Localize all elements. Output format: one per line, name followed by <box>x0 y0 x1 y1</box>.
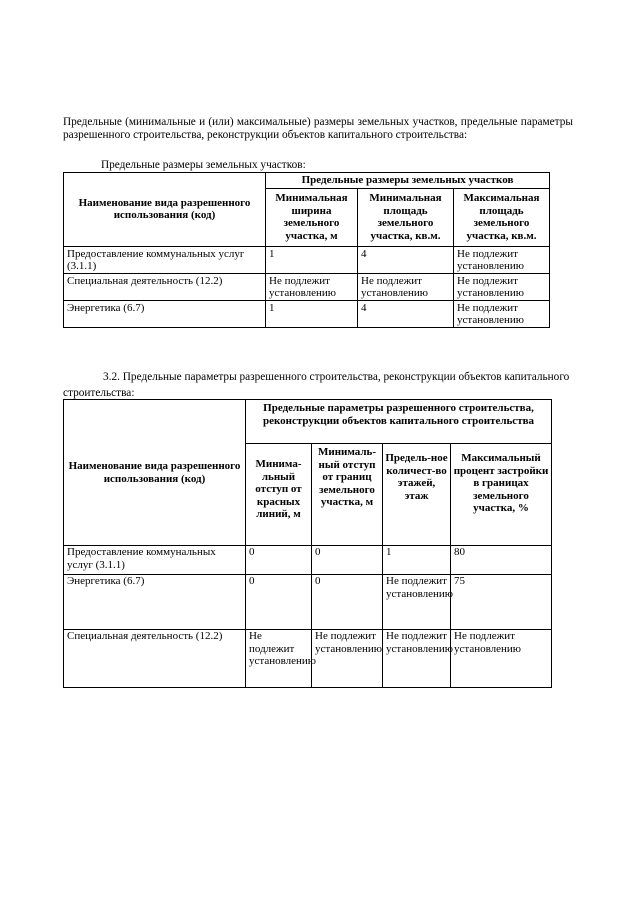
cell-value: 0 <box>312 575 383 630</box>
row-name: Предоставление коммунальных услуг (3.1.1) <box>64 246 266 273</box>
table-row <box>64 300 550 327</box>
table1-header-row <box>64 173 550 189</box>
cell-value: Не подлежит установлению <box>454 300 550 327</box>
cell-value: 80 <box>451 546 552 575</box>
row-name: Энергетика (6.7) <box>64 300 266 327</box>
cell-value: Не подлежит установлению <box>246 630 312 688</box>
cell-value: Не подлежит установлению <box>451 630 552 688</box>
table-row <box>64 246 550 273</box>
construction-parameters-table <box>63 399 552 688</box>
table2-col-max-floors: Предель-ное количест-во этажей, этаж <box>383 444 451 546</box>
table1-caption: Предельные размеры земельных участков: <box>101 159 306 171</box>
table-row <box>64 273 550 300</box>
table2-header-row <box>64 400 552 444</box>
cell-value: 1 <box>266 246 358 273</box>
table2-col-red-line-setback: Минима-льный отступ от красных линий, м <box>246 444 312 546</box>
intro-paragraph: Предельные (минимальные и (или) максимальные) размеры земельных участков, предельные параметры разрешенного строительства, реконструкции объектов капитального строительства: <box>63 116 573 141</box>
row-name: Специальная деятельность (12.2) <box>64 273 266 300</box>
cell-value: 75 <box>451 575 552 630</box>
table2-col-boundary-setback: Минималь-ный отступ от границ земельного участка, м <box>312 444 383 546</box>
cell-value: Не подлежит установлению <box>266 273 358 300</box>
cell-value: 1 <box>383 546 451 575</box>
cell-value: 1 <box>266 300 358 327</box>
cell-value: Не подлежит установлению <box>454 246 550 273</box>
row-name: Специальная деятельность (12.2) <box>64 630 246 688</box>
cell-value: Не подлежит установлению <box>454 273 550 300</box>
row-name: Энергетика (6.7) <box>64 575 246 630</box>
table1-col-max-area: Максимальная площадь земельного участка, кв.м. <box>454 188 550 246</box>
table-row <box>64 630 552 688</box>
cell-value: Не подлежит установлению <box>312 630 383 688</box>
cell-value: 4 <box>358 300 454 327</box>
cell-value: Не подлежит установлению <box>383 575 451 630</box>
table1-name-header: Наименование вида разрешенного использования (код) <box>64 173 266 247</box>
cell-value: 4 <box>358 246 454 273</box>
table2-name-header: Наименование вида разрешенного использования (код) <box>64 400 246 546</box>
section-heading-3-2: 3.2. Предельные параметры разрешенного строительства, реконструкции объектов капитального строительства: <box>63 371 570 399</box>
table1-col-min-area: Минимальная площадь земельного участка, кв.м. <box>358 188 454 246</box>
land-plot-size-table <box>63 172 550 328</box>
cell-value: Не подлежит установлению <box>383 630 451 688</box>
table1-group-header: Предельные размеры земельных участков <box>266 173 550 189</box>
table-row <box>64 546 552 575</box>
table2-col-max-coverage: Максимальный процент застройки в границах земельного участка, % <box>451 444 552 546</box>
table-row <box>64 575 552 630</box>
table2-group-header: Предельные параметры разрешенного строительства, реконструкции объектов капитального строительства <box>246 400 552 444</box>
cell-value: Не подлежит установлению <box>358 273 454 300</box>
cell-value: 0 <box>312 546 383 575</box>
cell-value: 0 <box>246 575 312 630</box>
table1-col-min-width: Минимальная ширина земельного участка, м <box>266 188 358 246</box>
row-name: Предоставление коммунальных услуг (3.1.1) <box>64 546 246 575</box>
cell-value: 0 <box>246 546 312 575</box>
